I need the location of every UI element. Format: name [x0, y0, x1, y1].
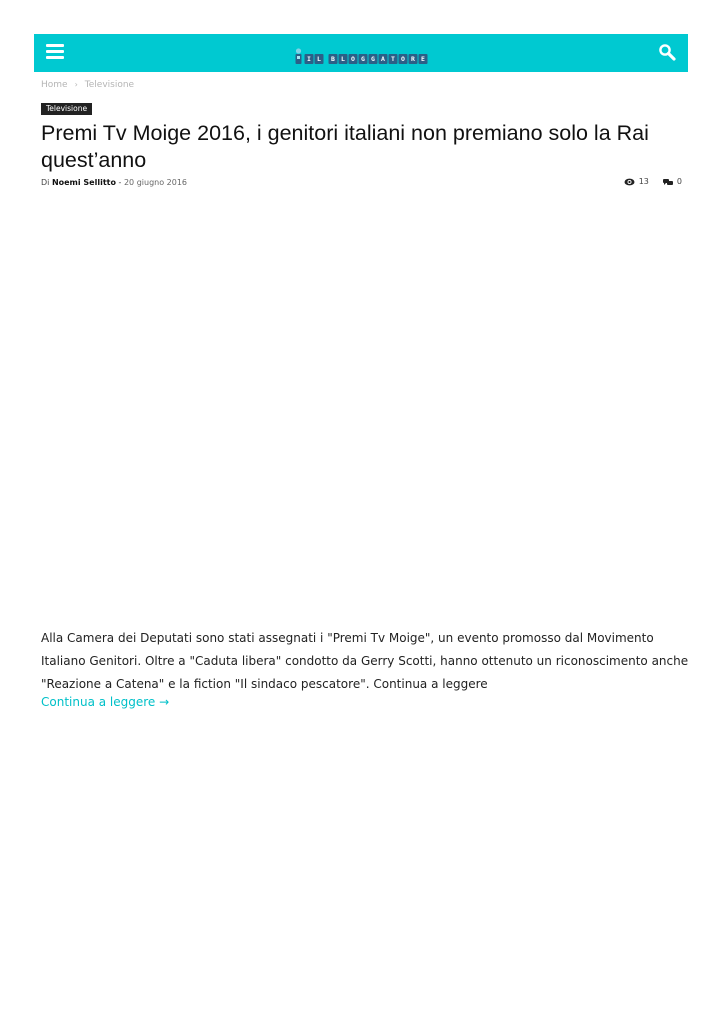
logo-letter: L	[315, 54, 324, 64]
comments-icon	[663, 178, 673, 186]
logo-letter: O	[399, 54, 408, 64]
comments-count: 0	[676, 177, 682, 186]
views-stat	[624, 177, 649, 186]
logo-letter: O	[349, 54, 358, 64]
logo-letter: B	[329, 54, 338, 64]
article-stats	[624, 177, 682, 186]
logo-letter: R	[409, 54, 418, 64]
article-meta	[41, 178, 187, 187]
breadcrumb-separator: ›	[74, 80, 78, 89]
site-logo[interactable]	[295, 42, 428, 64]
comments-stat[interactable]	[663, 177, 682, 186]
meta-separator: -	[118, 178, 122, 187]
logo-letter: G	[369, 54, 378, 64]
logo-letter: A	[379, 54, 388, 64]
top-bar	[34, 34, 688, 72]
logo-letter: L	[339, 54, 348, 64]
logo-mascot-icon	[295, 48, 303, 64]
publish-date: 20 giugno 2016	[123, 178, 188, 187]
article-excerpt: Alla Camera dei Deputati sono stati assegnati i "Premi Tv Moige", un evento promosso dal Movimento Italiano Genitori. Oltre a "Caduta libera" condotto da Gerry Scotti, hanno ottenuto un riconoscimento anche "Reazione a Catena" e la fiction "Il sindaco pescatore". Continua a leggere	[41, 631, 689, 691]
article-title: Premi Tv Moige 2016, i genitori italiani non premiano solo la Rai quest’anno	[41, 121, 649, 172]
views-count: 13	[638, 177, 649, 186]
search-icon[interactable]	[658, 43, 676, 61]
read-more-link[interactable]: Continua a leggere →	[41, 695, 170, 709]
author-link[interactable]: Noemi Sellitto	[51, 178, 116, 187]
breadcrumb	[41, 80, 134, 90]
category-badge[interactable]: Televisione	[41, 103, 92, 115]
by-label: Di	[41, 178, 50, 187]
eye-icon	[624, 178, 635, 186]
logo-letter: T	[389, 54, 398, 64]
breadcrumb-home-link[interactable]: Home	[41, 80, 68, 90]
breadcrumb-category-link[interactable]: Televisione	[84, 80, 135, 90]
hamburger-menu-icon[interactable]	[46, 44, 64, 60]
logo-letter: E	[419, 54, 428, 64]
logo-letter: I	[305, 54, 314, 64]
logo-letter: G	[359, 54, 368, 64]
